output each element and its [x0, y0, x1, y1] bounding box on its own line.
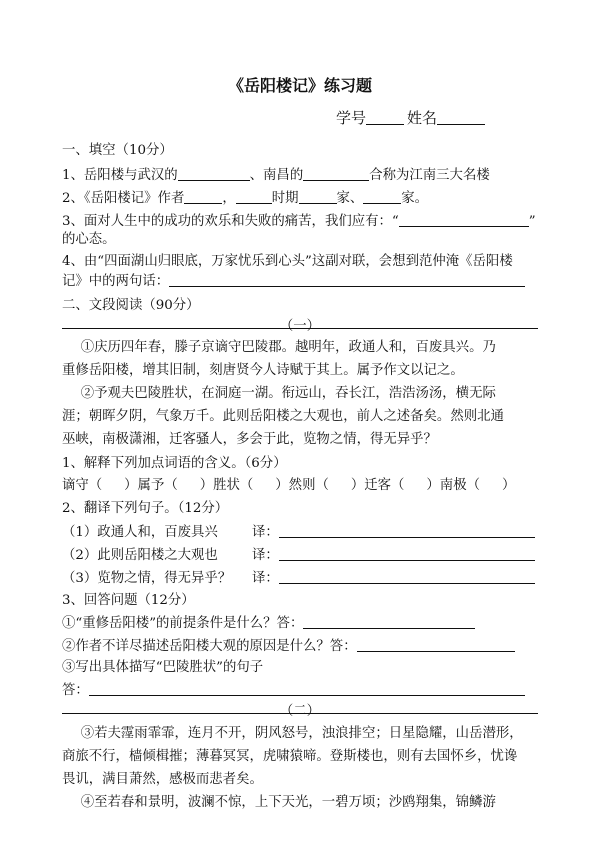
answer-blank[interactable] [279, 523, 535, 538]
question3-heading: 3、回答问题（12分） [62, 593, 195, 608]
passage1-line: 巫峡，南极潇湘，迁客骚人，多会于此，览物之情，得无异乎？ [62, 432, 437, 447]
fill-question-3-cont: 的心态。 [62, 232, 116, 247]
answer-blank[interactable] [279, 546, 535, 561]
question3-answer: 答： [62, 681, 542, 700]
fill-question-1: 1、岳阳楼与武汉的 、南昌的 合称为江南三大名楼 [62, 168, 490, 183]
answer-blank[interactable] [89, 681, 525, 696]
answer-blank[interactable] [357, 637, 515, 652]
vocab-items: 谪守（ ）属予（ ）胜状（ ）然则（ ）迁客（ ）南极（ ） [62, 478, 516, 493]
answer-blank[interactable] [399, 212, 529, 227]
question3-a: ①“重修岳阳楼”的前提条件是什么？答： [62, 614, 542, 633]
fill-question-3: 3、面对人生中的成功的欢乐和失败的痛苦，我们应有：“ ” [62, 214, 536, 229]
fill-question-4: 4、由“四面湖山归眼底，万家忧乐到心头”这副对联，会想到范仲淹《岳阳楼 [62, 254, 513, 269]
section2-heading: 二、文段阅读（90分） [62, 298, 200, 313]
question3-c: ③写出具体描写“巴陵胜状”的句子 [62, 660, 264, 675]
answer-blank[interactable] [178, 166, 250, 181]
student-id-label: 学号 [336, 109, 367, 127]
fill-question-2: 2、《岳阳楼记》作者 ， 时期 家、 家。 [62, 191, 429, 206]
passage2-line: ③若夫霪雨霏霏，连月不开，阴风怒号，浊浪排空；日星隐耀，山岳潜形， [80, 726, 523, 741]
translate-item-2: （2）此则岳阳楼之大观也 译： [62, 546, 542, 565]
answer-blank[interactable] [184, 189, 222, 204]
section1-heading: 一、填空（10分） [62, 143, 173, 158]
student-name-blank[interactable] [437, 110, 485, 125]
divider-line [62, 713, 538, 714]
page-title: 《岳阳楼记》练习题 [227, 76, 372, 95]
passage2-line: 畏讥，满目萧然，感极而悲者矣。 [62, 772, 263, 787]
question3-b: ②作者不详尽描述岳阳楼大观的原因是什么？答： [62, 637, 542, 656]
part2-heading: （二） [279, 704, 321, 719]
student-info [336, 108, 485, 128]
passage2-line: 商旅不行，樯倾楫摧；薄暮冥冥，虎啸猿啼。登斯楼也，则有去国怀乡，忧谗 [62, 749, 518, 764]
passage1-line: 重修岳阳楼，增其旧制，刻唐贤今人诗赋于其上。属予作文以记之。 [62, 363, 464, 378]
passage1-line: ①庆历四年春，滕子京谪守巴陵郡。越明年，政通人和，百废具兴。乃 [80, 340, 496, 355]
translate-item-1: （1）政通人和，百废具兴 译： [62, 523, 542, 542]
fill-question-4-cont: 记》中的两句话： [62, 272, 542, 291]
answer-blank[interactable] [236, 189, 272, 204]
answer-blank[interactable] [169, 272, 525, 287]
passage2-line: ④至若春和景明，波澜不惊，上下天光，一碧万顷；沙鸥翔集，锦鳞游 [80, 795, 496, 810]
question1-heading: 1、解释下列加点词语的含义。（6分） [62, 456, 287, 471]
question2-heading: 2、翻译下列句子。（12分） [62, 501, 229, 516]
passage1-line: ②予观夫巴陵胜状，在洞庭一湖。衔远山，吞长江，浩浩汤汤，横无际 [80, 386, 496, 401]
passage1-line: 涯；朝晖夕阴，气象万千。此则岳阳楼之大观也，前人之述备矣。然则北通 [62, 409, 504, 424]
answer-blank[interactable] [279, 569, 535, 584]
answer-blank[interactable] [363, 189, 401, 204]
answer-blank[interactable] [303, 614, 475, 629]
part1-heading: （一） [279, 319, 321, 334]
translate-item-3: （3）览物之情，得无异乎？ 译： [62, 569, 542, 588]
answer-blank[interactable] [299, 189, 337, 204]
divider-line [62, 328, 538, 329]
answer-blank[interactable] [303, 166, 369, 181]
student-id-blank[interactable] [366, 110, 404, 125]
student-name-label: 姓名 [407, 109, 438, 127]
